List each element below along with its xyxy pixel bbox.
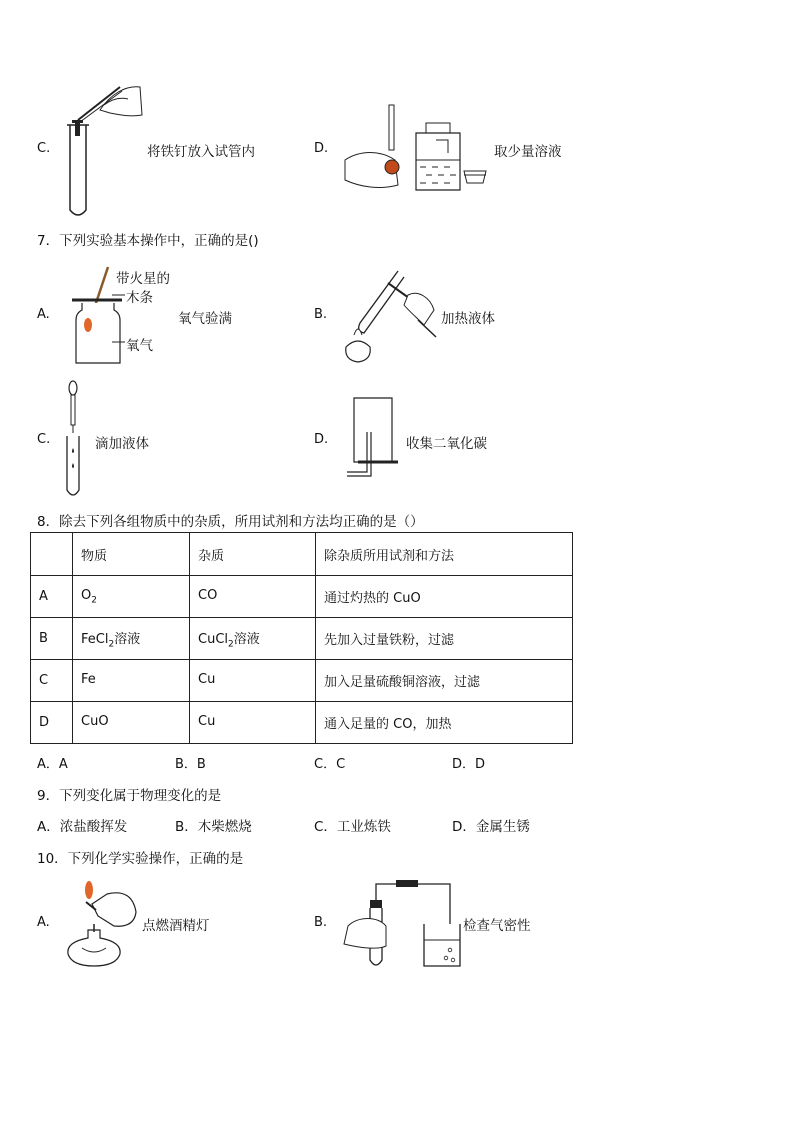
table-row [31, 618, 573, 660]
row-substance: FeCl$_2$溶液 [73, 618, 190, 660]
q8-table [30, 532, 573, 744]
q6-option-c-text: 将铁钉放入试管内 [147, 144, 255, 160]
q8-choice-b: B．B [175, 757, 206, 772]
co2-collection-illustration [342, 392, 402, 482]
table-row [31, 702, 573, 744]
row-impurity: CO [190, 576, 316, 618]
q9-choice-a: A．浓盐酸挥发 [37, 819, 128, 835]
air-tightness-check-illustration [338, 876, 462, 968]
q7-a-label-splint-2: 木条 [126, 290, 153, 306]
table-header-row [31, 533, 573, 576]
row-key: A [31, 576, 73, 618]
q7-a-label-oxygen: 氧气 [126, 338, 153, 354]
q6-option-d-text: 取少量溶液 [494, 144, 562, 160]
q10-option-a-text: 点燃酒精灯 [142, 918, 210, 934]
q8-choice-c: C．C [314, 757, 346, 772]
q7-option-a-text: 氧气验满 [178, 311, 232, 327]
table-row [31, 660, 573, 702]
q7-a-label-splint-1: 带火星的 [116, 271, 170, 287]
q7-option-c-letter: C. [37, 432, 51, 447]
q6-option-c-letter: C. [37, 141, 51, 156]
row-key: B [31, 618, 73, 660]
q10-stem: 10．下列化学实验操作，正确的是 [37, 851, 244, 867]
row-substance: Fe [73, 660, 190, 702]
lighting-alcohol-lamp-illustration [62, 876, 142, 968]
row-key: C [31, 660, 73, 702]
row-impurity: Cu [190, 702, 316, 744]
table-header-cell: 除杂质所用试剂和方法 [316, 533, 573, 576]
q7-option-a-letter: A. [37, 307, 50, 322]
q10-option-b-text: 检查气密性 [463, 918, 531, 934]
row-impurity: CuCl$_2$溶液 [190, 618, 316, 660]
q7-option-d-letter: D. [314, 432, 329, 447]
q8-choice-a: A．A [37, 757, 68, 772]
q10-option-a-letter: A. [37, 915, 50, 930]
q10-option-b-letter: B. [314, 915, 328, 930]
q9-choice-b: B．木柴燃烧 [175, 819, 252, 835]
q9-choice-c: C．工业炼铁 [314, 819, 391, 835]
q8-stem: 8．除去下列各组物质中的杂质，所用试剂和方法均正确的是（） [37, 514, 424, 530]
table-header-cell: 杂质 [190, 533, 316, 576]
table-row [31, 576, 573, 618]
row-method: 先加入过量铁粉，过滤 [316, 618, 573, 660]
heating-liquid-illustration [338, 265, 438, 365]
q9-choice-d: D．金属生锈 [452, 819, 530, 835]
q7-option-b-letter: B. [314, 307, 328, 322]
q9-stem: 9．下列变化属于物理变化的是 [37, 788, 222, 804]
q6-option-d-letter: D. [314, 141, 329, 156]
row-method: 通过灼热的 CuO [316, 576, 573, 618]
q7-option-c-text: 滴加液体 [95, 436, 149, 452]
q7-stem: 7．下列实验基本操作中，正确的是() [37, 233, 259, 249]
table-header-cell: 物质 [73, 533, 190, 576]
q7-a-leader-lines [112, 293, 127, 343]
table-header-cell [31, 533, 73, 576]
q7-option-b-text: 加热液体 [441, 311, 495, 327]
nail-into-tube-illustration [60, 75, 145, 220]
q8-choice-d: D．D [452, 757, 486, 772]
row-substance: $O_2$ [73, 576, 190, 618]
q7-option-d-text: 收集二氧化碳 [406, 436, 487, 452]
row-substance: CuO [73, 702, 190, 744]
row-impurity: Cu [190, 660, 316, 702]
row-key: D [31, 702, 73, 744]
dropper-bottle-illustration [340, 105, 490, 193]
row-method: 通入足量的 CO，加热 [316, 702, 573, 744]
row-method: 加入足量硫酸铜溶液，过滤 [316, 660, 573, 702]
dropping-liquid-illustration [62, 378, 84, 500]
